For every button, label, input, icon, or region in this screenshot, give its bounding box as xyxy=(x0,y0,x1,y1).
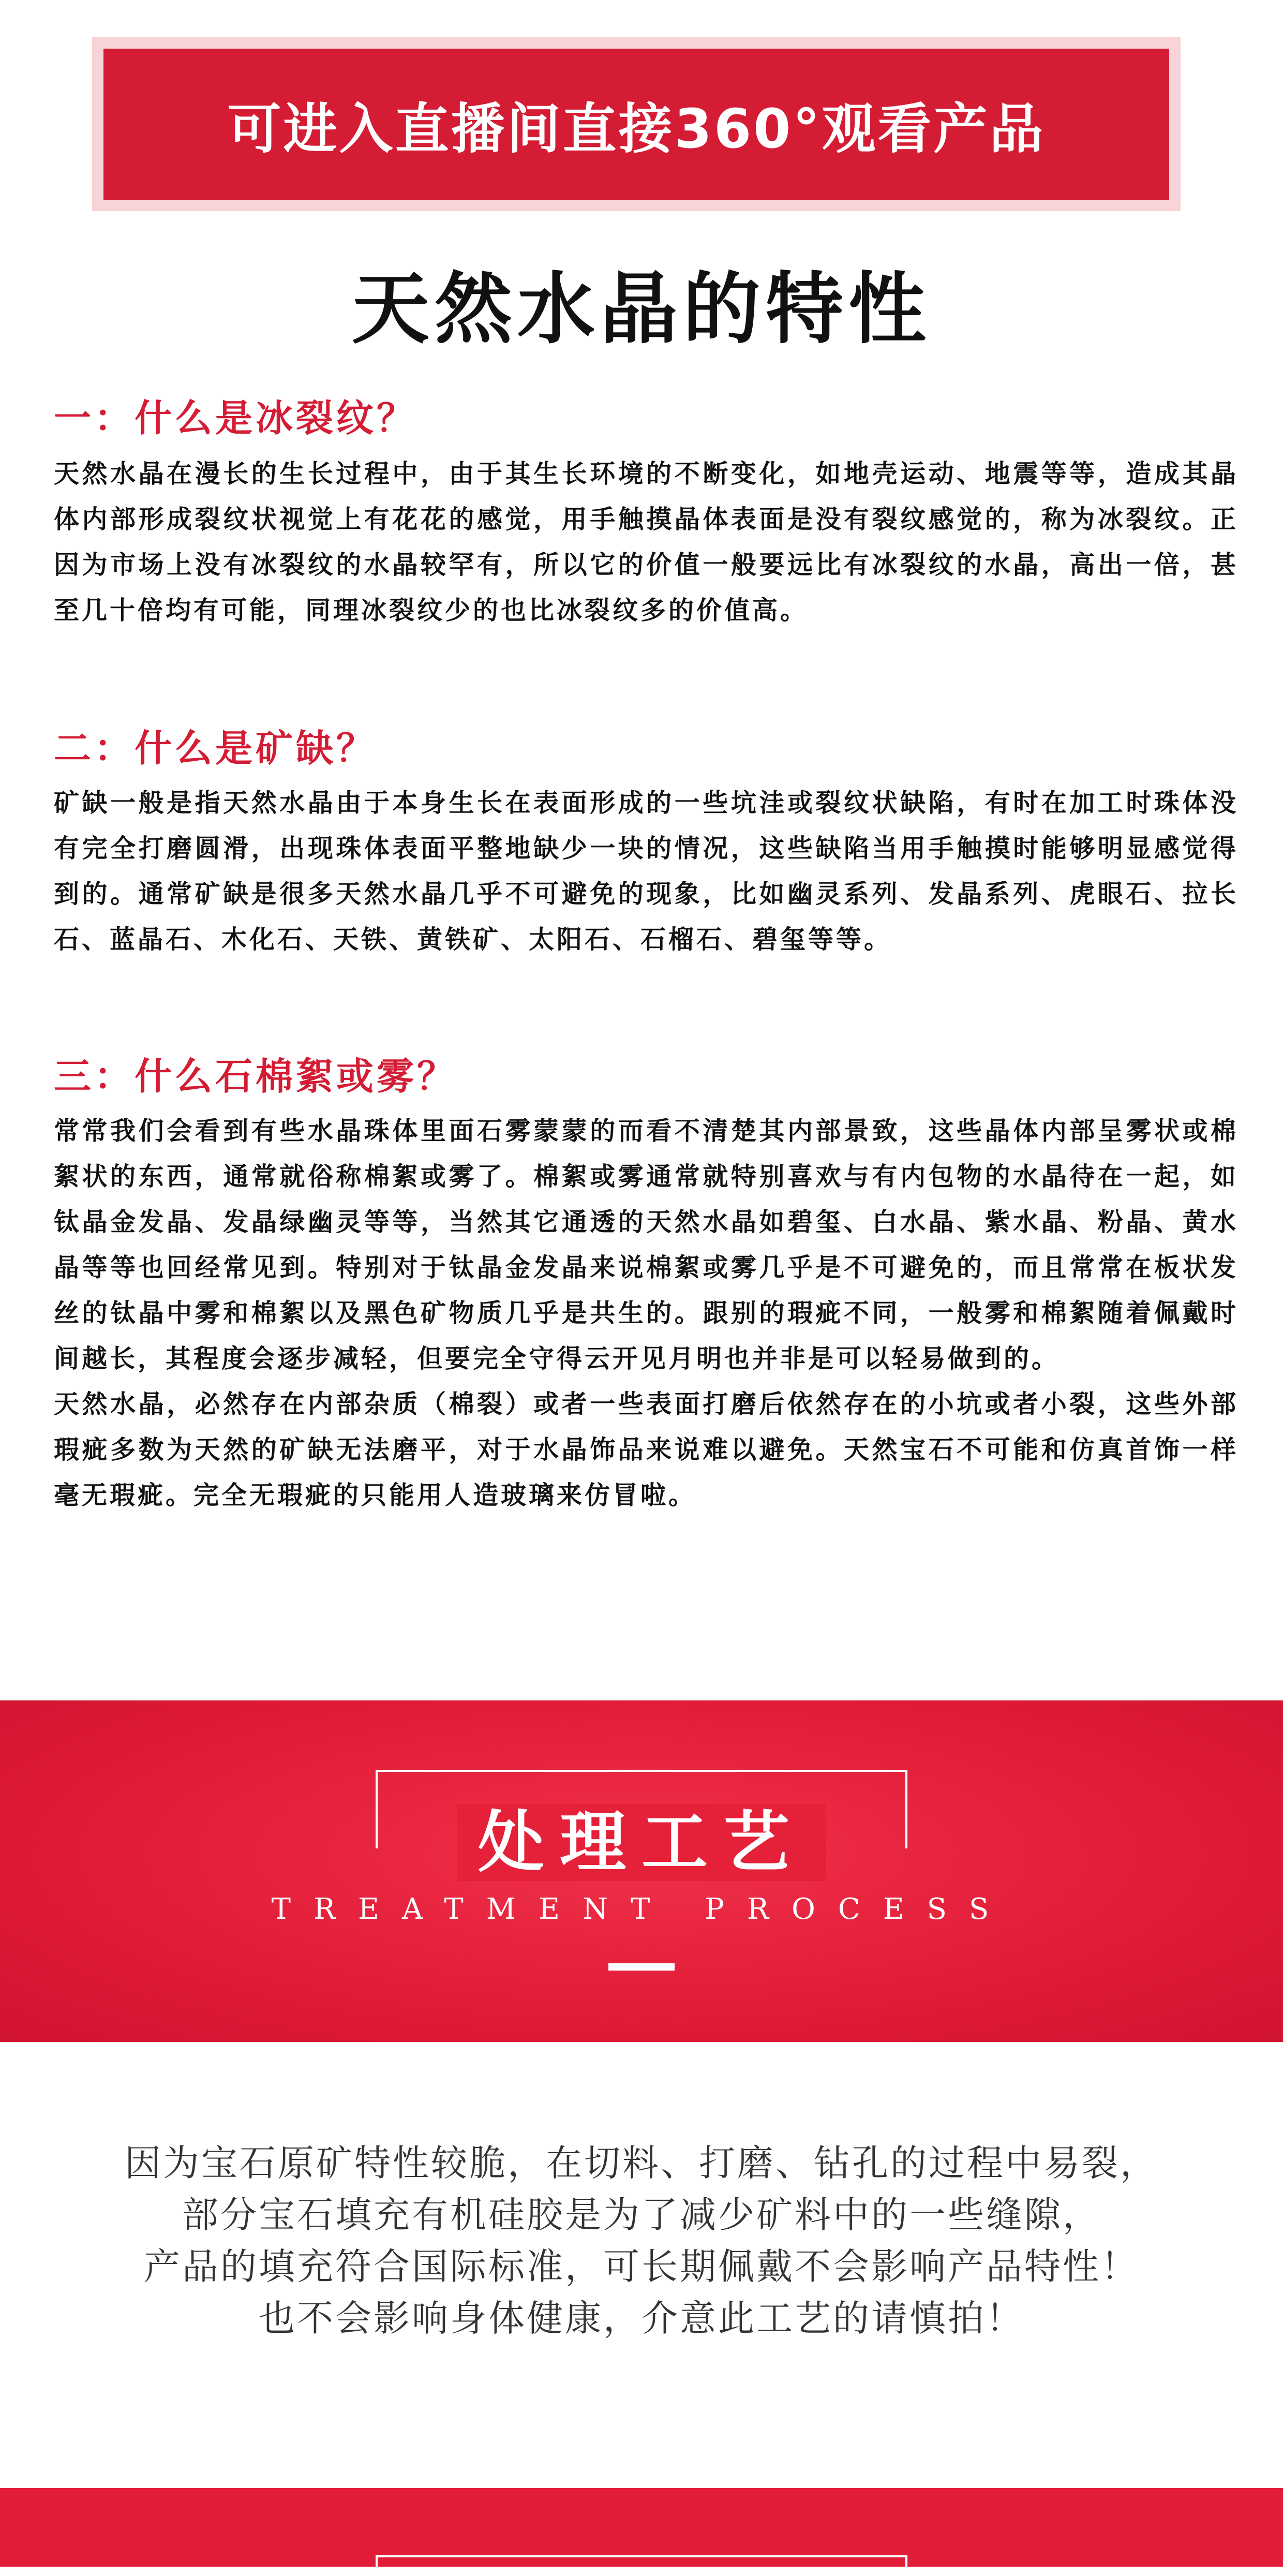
section-heading-ice-crack: 一：什么是冰裂纹？ xyxy=(54,396,417,440)
notice-line: 也不会影响身体健康，介意此工艺的请慎拍！ xyxy=(259,2297,1024,2340)
section-heading-cotton-fog: 三：什么石棉絮或雾？ xyxy=(54,1055,458,1098)
notice-line: 部分宝石填充有机硅胶是为了减少矿料中的一些缝隙， xyxy=(182,2194,1101,2236)
notice-line: 产品的填充符合国际标准，可长期佩戴不会影响产品特性！ xyxy=(144,2245,1139,2288)
live-stream-banner[interactable] xyxy=(103,49,1169,200)
notice-line: 因为宝石原矿特性较脆，在切料、打磨、钻孔的过程中易裂， xyxy=(125,2142,1158,2184)
band-divider xyxy=(608,1963,675,1971)
section-paragraph: 天然水晶在漫长的生长过程中，由于其生长环境的不断变化，如地壳运动、地震等等，造成其晶体内部形成裂纹状视觉上有花花的感觉，用手触摸晶体表面是没有裂纹感觉的，称为冰裂纹。正因为市场上没有冰裂纹的水晶较罕有，所以它的价值一般要远比有冰裂纹的水晶，高出一倍，甚至几十倍均有可能，同理冰裂纹少的也比冰裂纹多的价值高。 xyxy=(54,459,1239,625)
section-heading-mineral-defect: 二：什么是矿缺？ xyxy=(54,727,377,770)
treatment-process-band xyxy=(0,1700,1283,2042)
section-paragraph: 天然水晶，必然存在内部杂质（棉裂）或者一些表面打磨后依然存在的小坑或者小裂，这些外部瑕疵多数为天然的矿缺无法磨平，对于水晶饰品来说难以避免。天然宝石不可能和仿真首饰一样毫无瑕疵。完全无瑕疵的只能用人造玻璃来仿冒啦。 xyxy=(54,1389,1239,1510)
section-paragraph: 常常我们会看到有些水晶珠体里面石雾蒙蒙的而看不清楚其内部景致，这些晶体内部呈雾状或棉絮状的东西，通常就俗称棉絮或雾了。棉絮或雾通常就特别喜欢与有内包物的水晶待在一起，如钛晶金发晶、发晶绿幽灵等等，当然其它通透的天然水晶如碧玺、白水晶、紫水晶、粉晶、黄水晶等等也回经常见到。特别对于钛晶金发晶来说棉絮或雾几乎是不可避免的，而且常常在板状发丝的钛晶中雾和棉絮以及黑色矿物质几乎是共生的。跟别的瑕疵不同，一般雾和棉絮随着佩戴时间越长，其程度会逐步减轻，但要完全守得云开见月明也并非是可以轻易做到的。 xyxy=(54,1116,1239,1373)
treatment-notice xyxy=(0,2137,1283,2344)
treatment-process-subtitle: TREATMENT PROCESS xyxy=(271,1892,1012,1926)
treatment-process-title: 处理工艺 xyxy=(0,1804,1283,1882)
next-section-band xyxy=(0,2488,1283,2567)
page-title: 天然水晶的特性 xyxy=(351,264,931,354)
section-body-mineral-defect xyxy=(54,780,1239,963)
live-stream-banner-text: 可进入直播间直接360°观看产品 xyxy=(227,97,1046,160)
section-paragraph: 矿缺一般是指天然水晶由于本身生长在表面形成的一些坑洼或裂纹状缺陷，有时在加工时珠体没有完全打磨圆滑，出现珠体表面平整地缺少一块的情况，这些缺陷当用手触摸时能够明显感觉得到的。通常矿缺是很多天然水晶几乎不可避免的现象，比如幽灵系列、发晶系列、虎眼石、拉长石、蓝晶石、木化石、天铁、黄铁矿、太阳石、石榴石、碧玺等等。 xyxy=(54,788,1239,954)
top-banner-frame xyxy=(92,37,1181,211)
section-body-ice-crack xyxy=(54,451,1239,633)
section-body-cotton-fog xyxy=(54,1108,1239,1518)
band-frame xyxy=(376,2555,907,2576)
